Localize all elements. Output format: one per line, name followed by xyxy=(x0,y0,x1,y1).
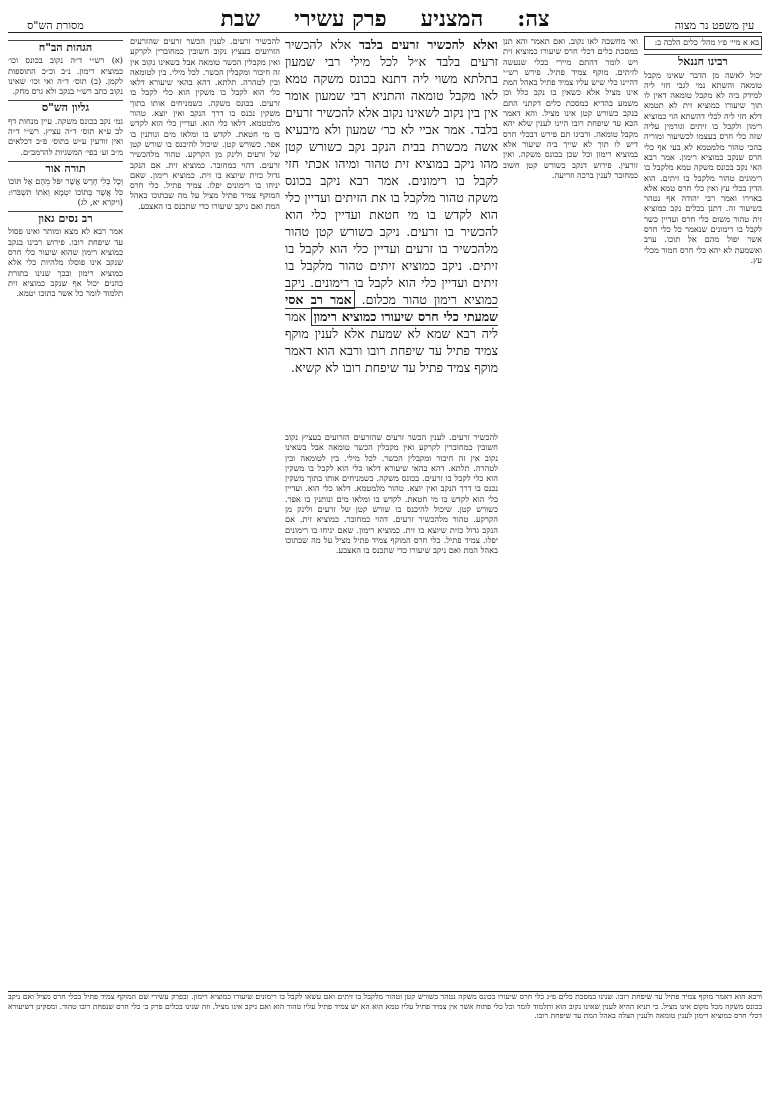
chapter-name: המצניע xyxy=(420,6,484,32)
rashi-text: להכשיר זרעים. לענין הכשר זרעים שהזרעים הזרועים בעציץ נקוב חשובין כמחוברין לקרקע ואין מקבלין הכשר טומאה אבל בשאינו נקוב אין זה חיבור ומקבלין הכשר. לכל מילי. בין לטומאה ובין לטהרה. תלתא. דהא בהאי שיעורא דלאו כלי הוא לקבל בו משקין הוא כלי לקבל בו זרעים. בכונס משקה. כשמניחים אותו בתוך משקין נכנס בו דרך הנקב ואין יוצא. טהור מלמטמא. דלאו כלי הוא. ועדיין כלי הוא לקדש בו מי חטאת. לקדש בו ומלאו מים ונותנין בו אפר. כשורש קטן. שיכול להיכנס בו שורש קטן של זרעים ולינק מן הקרקע. טהור מלהכשיר זרעים. דהוי כמחובר. כמוציא זית. אם הנקב גדול כזית שיוצא בו זית. כמוציא רימון. שאם יניחו בו רימונים יפלו. צמיד פתיל. כלי חרס המוקף צמיד פתיל מציל על מה שבתוכו באהל המת ואם ניקב שיעורו כדי שתכנס בו האצבע. xyxy=(130,36,280,211)
torah-ohr-title: תורה אור xyxy=(8,161,123,174)
hagahos-habach-title: הגהות הב"ח xyxy=(8,40,123,53)
chapter-number: פרק עשירי xyxy=(294,6,387,32)
rav-nissim-gaon-title: רב נסים גאון xyxy=(8,211,123,224)
torah-ohr-text: וְכָל כְּלִי חֶרֶשׂ אֲשֶׁר יִפֹּל מֵהֶם אֶל תּוֹכוֹ כֹּל אֲשֶׁר בְּתוֹכוֹ יִטְמָא וְאֹתוֹ תִשְׁבֹּרוּ: (ויקרא יא, לג) xyxy=(8,176,123,207)
page-header xyxy=(8,6,762,33)
tosafos-text: ואי מחשבה לאו נקוב. ואם תאמר והא תנן במסכת כלים דכלי חרס שיעורו כמוציא זית ויש לומר דהתם מיירי בכלי שנעשה לזיתים. מוקף צמיד פתיל. פירש רש״י דהיינו כלי שיש עליו צמיד פתיל באהל המת אינו מציל אלא כשאין בו נקב כלל וכן משמע בהדיא במסכת כלים דקתני התם בנקב כשורש קטן אינו מציל. והא דאמר הכא עד שיפחת רובו היינו לענין שלא יהא מקבל טומאה. ורבינו תם פירש דבכלי חרס דיש לו תוך לא שייך ביה שיעור אלא במוציא רימון וכל שכן בכונס משקה. ואין זורעין. פירוש דנקב כשורש קטן חשוב כמחובר לענין ברכה וזריעה. xyxy=(503,36,638,180)
folio-number: צה: xyxy=(517,6,550,32)
gemara-conclusion: אמר ליה רבא שמא לא שמעת אלא לענין מוקף צמיד פתיל עד שיפחת רובו ורבא הוא דאמר מוקף צמיד פתיל עד שיפחת רובו לא קשיא. xyxy=(285,309,498,375)
rashi-column xyxy=(130,36,280,988)
main-text-area xyxy=(130,36,638,988)
right-margin-column xyxy=(644,36,762,988)
left-margin-column xyxy=(8,36,123,988)
gemara-text xyxy=(285,36,498,426)
rashi-continuation: להכשיר זרעים. לענין הכשר זרעים שהזרעים הזרועים בעציץ נקוב חשובין כמחוברין לקרקע ואין מקבלין הכשר טומאה אבל בשאינו נקוב אין זה חיבור ומקבלין הכשר. לכל מילי. בין לטומאה ובין לטהרה. תלתא. דהא בהאי שיעורא דלאו כלי הוא לקבל בו משקין הוא כלי לקבל בו זרעים. בכונס משקה. כשמניחים אותו בתוך משקין נכנס בו דרך הנקב ואין יוצא. טהור מלמטמא. דלאו כלי הוא. ועדיין כלי הוא לקדש בו מי חטאת. לקדש בו ומלאו מים ונותנין בו אפר. כשורש קטן. שיכול להיכנס בו שורש קטן של זרעים ולינק מן הקרקע. טהור מלהכשיר זרעים. דהוי כמחובר. כמוציא זית. אם הנקב גדול כזית שיוצא בו זית. כמוציא רימון. שאם יניחו בו רימונים יפלו. צמיד פתיל. כלי חרס המוקף צמיד פתיל מציל על מה שבתוכו באהל המת ואם ניקב שיעורו כדי שתכנס בו האצבע. xyxy=(285,432,498,556)
ein-mishpat-title: עין משפט נר מצוה xyxy=(674,19,755,32)
tractate-name: שבת xyxy=(220,6,261,32)
gilyon-hashas-title: גליון הש"ס xyxy=(8,100,123,113)
rashi-under-gemara xyxy=(285,432,498,988)
running-title xyxy=(103,6,667,32)
rabbeinu-chananel-text: יכול לאשה מן הדבר שאינו מקבל טומאה והשתא נמי לגבי חזי ליה למידק ביה לא מקבל טומאה דאין לו תוך שיעורו כמוציא זית לא תטמא דלא חזי ליה לכלי דהשתא הוי כמוציא רימון ולקבל בו זיתים וגורמין עליה שזה כלי חרס בעצמו לכשיעור ומוריה בהכי טהור מלמטמא לא בעי אף כלי חרס שנקב כמוציא רימון. אמר רבא האי נקב בכונס משקה טמא מלקבל בו רימונים טהור מלקבל בו זיתים. הוא הדין בכלי עץ ואין כלי חרס טמא אלא באוירו ואמר רבי יהודה אף נטהר בשיעור זה. דתנן בכלים נקב כמוציא זית טהור משום כלי חרס ועדיין כשר לקבל בו רימונים שנאמר כל כלי חרס אשר יפול מהם אל תוכו. ערב ואשמעת לא יהא כלי חרס חמור מכלי עץ. xyxy=(644,69,762,265)
rav-nissim-gaon-text: אמר רבא לא מצא ומותר ואינו פסול עד שיפחת רובו. פירוש רבינו בנקב כמוציא רימון שהוא שיעור כלי חרס שנקב אינו פוסלו מלהיות כלי אלא כמוציא רימון ובכך שנינו בתורת כהנים יכול אף שנקב כמוציא זית תלמוד לומר כל אשר בתוכו יטמא. xyxy=(8,226,123,299)
gemara-boxed-words: אמר רב אסי שמעתי כלי חרס שיעורו כמוציא רימון xyxy=(285,292,498,324)
gilyon-hashas-text: גמ׳ נקב בכונס משקה. עיין מנחות דף לב ע״א תוס׳ ד״ה עציץ. רש״י ד״ה ואין זורעין ע״ש בתוס׳ פ״ב דכלאים מ״ב וע׳ בפי׳ המשניות להרמב״ם. xyxy=(8,115,123,157)
gemara-lead-words: ואלא להכשיר זרעים בלבד xyxy=(359,37,498,52)
mesoret-hashas-title: מסורת הש"ס xyxy=(27,19,84,32)
bottom-commentary: ורבא הוא דאמר מוקף צמיד פתיל עד שיפחת רובו. שנינו במסכת כלים פ״ג כלי חרס שיעורו בכונס משקה נטהר בשורש קטן וטהור מלקבל בו זיתים ואם עשאו לקבל בו רימונים שיעורו כמוציא רימון. ובפרק עשירי שם המוקף צמיד פתיל בכלי חרס מציל ואם ניקב בכונס משקה מכל מקום אינו מציל. כי תניא ההיא לענין שאינו נקוב הוא ותלמוד לומר וכל כלי פתוח אשר אין צמיד פתיל עליו טמא הוא הא יש צמיד פתיל עליו טהור הוא ואם ניקב אינו מציל. וזה שנינו בכלים פרק ב׳ כלי חרס שנפחת רובו טהור. ומסקינן דשיעורא דכלי חרס כמוציא רימון לענין טומאה ולענין הצלה באהל המת עד שיפחת רובו. xyxy=(8,991,762,1092)
hagahos-habach-text: (א) רש״י ד״ה נקוב בכונס וכו׳ כמוציא רימון. נ״ב וכ״כ התוספות לקמן. (ב) תוס׳ ד״ה ואי וכו׳ שאינו נקוב כתב רש״י בנקב ולא גרס מחק. xyxy=(8,55,123,97)
gemara-body: אלא להכשיר זרעים בלבד א״ל לכל מילי רבי שמעון בתלתא משוי ליה דתנא בכונס משקה טמא לאו מקבל טומאה והתניא רבי שמעון אומר אין בין נקוב לשאינו נקוב אלא להכשיר זרעים בלבד. אמר אביי לא כר׳ שמעון ולא מיבעיא אשה מכשרת בבית הנקב נקב כשורש קטן מהו ניקב במוציא זית טהור ומיהו אכתי חזי לקבל בו רימונים. אמר רבא ניקב בכונס משקה טהור מלקבל בו את הזיתים ועדיין כלי הוא לקדש בו מי חטאת ועדיין כלי הוא להכשיר בו זרעים. ניקב כשורש קטן טהור מלהכשיר בו זרעים ועדיין כלי הוא לקבל בו זיתים. ניקב כמוציא זיתים טהור מלקבל בו זיתים ועדיין כלי הוא לקבל בו רימונים. ניקב כמוציא רימון טהור מכלום. xyxy=(285,37,498,307)
tosafos-column xyxy=(503,36,638,988)
rabbeinu-chananel-title: רבינו חננאל xyxy=(644,54,762,67)
ein-mishpat-entry: בא א מיי׳ פ״ו מהל׳ כלים הלכה ב: xyxy=(644,36,762,50)
